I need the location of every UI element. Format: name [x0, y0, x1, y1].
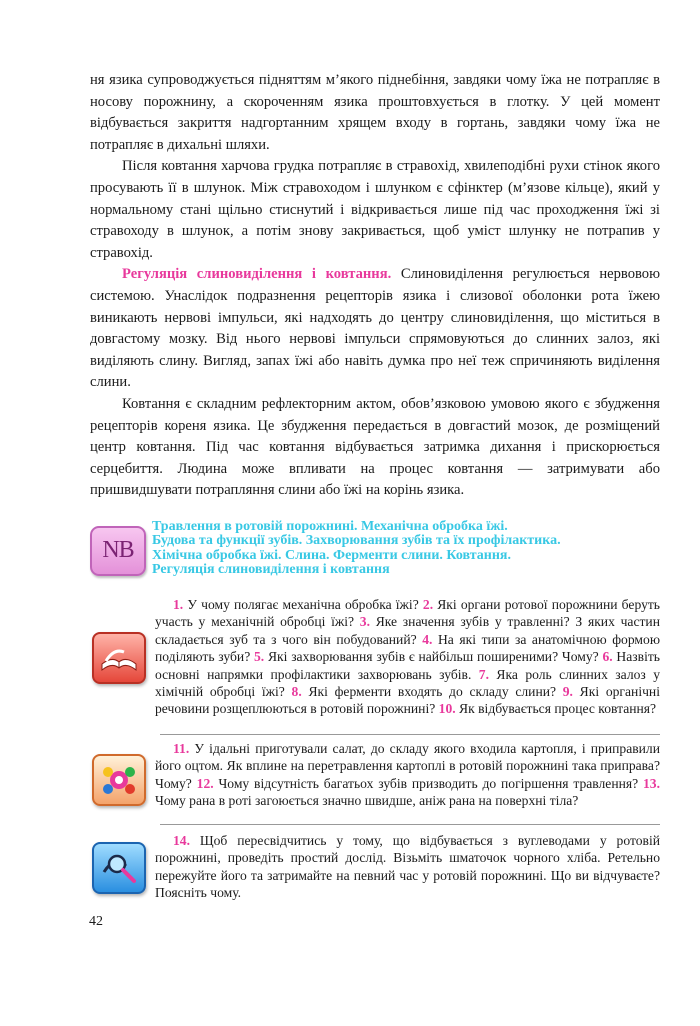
key-concept-line: Будова та функції зубів. Захворювання зубів та їх профілактика.: [152, 533, 561, 549]
nb-icon: NB: [90, 526, 146, 576]
key-concept-line: Регуляція слиновиділення і ковтання: [152, 562, 390, 578]
key-concept-line: Травлення в ротовій порожнині. Механічна обробка їжі.: [152, 519, 508, 534]
paragraph-3: [90, 264, 660, 394]
divider: [160, 734, 660, 735]
paragraph-2: Після ковтання харчова грудка потрапляє в стравохід, хвилеподібні рухи стінок якого просувають її в шлунок. Між стравоходом і шлунком є сфінктер (м’язове кільце), який у нормальному стані щільно стиснутий і відкривається лише під час проходження їжі зі стравоходу в шлунок, а потім знову закривається, щоб уміст шлунку не потрапив у стравохід.: [90, 158, 660, 261]
paragraph-4: Ковтання є складним рефлекторним актом, обов’язковою умовою якого є збудження рецепторів кореня язика. Це збудження передається в довгастий мозок, де розміщений центр ковтання. Під час ковтання відбувається затримка дихання і прискорюється серцебиття. Людина може впливати на процес ковтання — затримувати або пришвидшувати потрапляння слини або їжі на корінь язика.: [90, 395, 660, 499]
main-text: [90, 70, 660, 502]
questions-review: [90, 596, 660, 731]
key-concept-line: Хімічна обробка їжі. Слина. Ферменти слини. Ковтання.: [152, 547, 511, 563]
experiment-question-text: 14. Щоб пересвідчитись у тому, що відбувається з вуглеводами у ротовій порожнині, проведіть простий дослід. Візьміть шматочок чорного хліба. Ретельно пережуйте його та затримайте на певний час у ротовій порожнині. Що ви відчуваєте? Поясніть чому.: [155, 833, 660, 901]
key-concepts: [152, 520, 672, 578]
magnifier-icon: [92, 842, 146, 894]
paragraph-1: ня язика супроводжується підняттям м’якого піднебіння, завдяки чому їжа не потрапляє в носову порожнину, а скороченням язика проштовхується в глотку. У цей момент відбувається закриття надгортанним хрящем входу в гортань, завдяки чому їжа не потрапляє в дихальні шляхи.: [90, 72, 660, 153]
review-questions-text: 1. У чому полягає механічна обробка їжі? 2. Які органи ротової порожнини беруть участь у механічній обробці їжі? 3. Яке значення зубів у травленні? З яких частин складається зуб та з чого він побудований? 4. На які типи за анатомічною формою поділяють зуби? 5. Які захворювання зубів є найбільш поширеними? Чому? 6. Назвіть основні напрямки профілактики захворювань зубів. 7. Яка роль слинних залоз у хімічній обробці їжі? 8. Які ферменти входять до складу слини? 9. Які органічні речовини розщеплюються в ротовій порожнині? 10. Як відбувається процес ковтання?: [155, 597, 660, 717]
book-icon: [92, 632, 146, 684]
key-concepts-panel: [90, 520, 660, 585]
puzzle-icon: [92, 754, 146, 806]
questions-problems: [90, 740, 660, 820]
page-number: 42: [89, 914, 103, 929]
section-heading: Регуляція слиновиділення і ковтання.: [122, 266, 392, 283]
questions-experiment: [90, 832, 660, 904]
paragraph-3-text: Слиновиділення регулюється нервовою системою. Унаслідок подразнення рецепторів язика і слизової оболонки рота їжею виникають нервові імпульси, які надходять до центру слиновиділення, що міститься в довгастому мозку. Від нього нервові імпульси спрямовуються до слинних залоз, які виділяють слину. Вигляд, запах їжі або навіть думка про неї теж спричиняють виділення слини.: [90, 266, 660, 391]
divider: [160, 824, 660, 825]
problem-questions-text: 11. У ідальні приготували салат, до складу якого входила картопля, і приправили його оцтом. Як вплине на перетравлення картоплі в ротовій порожнині така приправа? Чому? 12. Чому відсутність багатьох зубів призводить до погіршення травлення? 13. Чому рана в роті загоюється значно швидше, аніж рана на поверхні тіла?: [155, 741, 660, 809]
